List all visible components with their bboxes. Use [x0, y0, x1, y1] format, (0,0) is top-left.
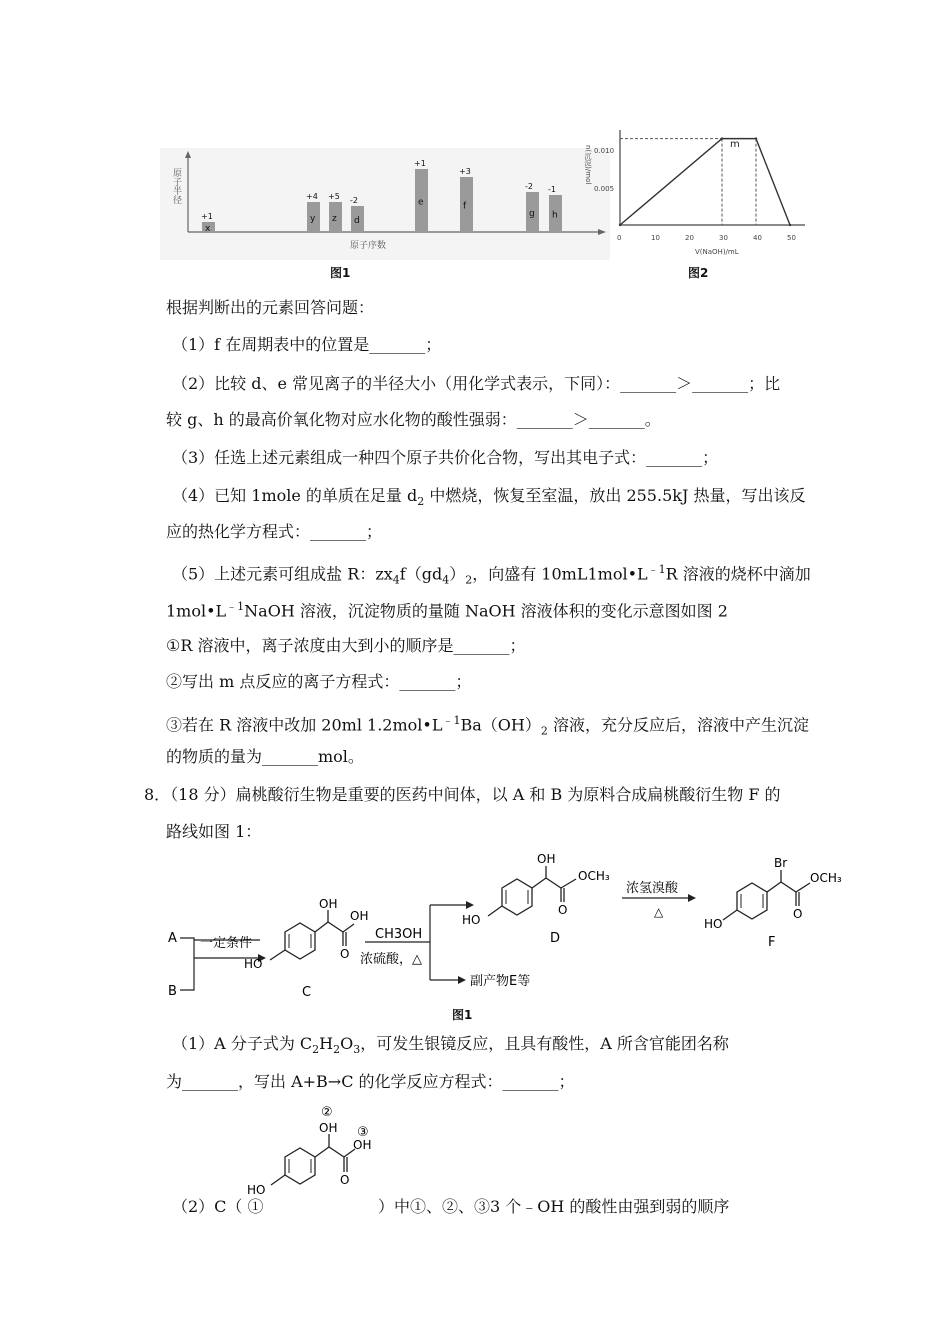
q7-part2-b: 较 g、h 的最高价氧化物对应水化物的酸性强弱：_______＞_______。 — [166, 410, 661, 429]
fig1-bar-letter-d: d — [354, 216, 360, 226]
fig2-ylabel: n(沉淀)/mol — [584, 145, 592, 185]
svg-text:HO: HO — [462, 913, 481, 927]
fig2-xtick-0: 0 — [617, 234, 622, 242]
fig1-bar-letter-g: g — [529, 209, 535, 219]
svg-text:OH: OH — [319, 1121, 338, 1135]
fig1-bar-charge-g: -2 — [525, 182, 533, 191]
fig2-ytick-0005: 0.005 — [594, 185, 615, 193]
svg-text:OH: OH — [537, 852, 556, 866]
figure-2-caption: 图2 — [688, 266, 709, 280]
fig1-bar-letter-h: h — [552, 210, 558, 221]
svg-text:OH: OH — [353, 1138, 372, 1152]
svg-text:HO: HO — [247, 1183, 266, 1197]
q8-part1-b: 为_______，写出 A+B→C 的化学反应方程式：_______； — [166, 1072, 575, 1091]
svg-text:O: O — [340, 947, 350, 961]
synthesis-scheme — [160, 850, 850, 1025]
fig2-point — [755, 137, 757, 139]
fig1-bar-letter-y: y — [310, 214, 316, 224]
fig1-bar-letter-z: z — [332, 214, 337, 224]
scheme-caption: 图1 — [452, 1008, 473, 1022]
compound-f-label: F — [768, 935, 776, 950]
label-circle-2: ② — [321, 1105, 333, 1120]
svg-text:O: O — [340, 1173, 350, 1187]
compound-d-label: D — [550, 931, 561, 946]
fig1-bar-charge-e: +1 — [414, 159, 426, 168]
q7-part2-a: （2）比较 d、e 常见离子的半径大小（用化学式表示，下同）：_______＞_______；比 — [172, 374, 781, 393]
byproduct-e: 副产物E等 — [470, 974, 531, 989]
svg-text:OH: OH — [319, 897, 338, 911]
q7-sub2: ②写出 m 点反应的离子方程式：_______； — [166, 672, 472, 691]
q7-part1: （1）f 在周期表中的位置是_______； — [172, 335, 442, 354]
fig2-peak-label: m — [730, 139, 740, 150]
reactant-b: B — [168, 984, 177, 999]
svg-text:O: O — [793, 907, 803, 921]
fig1-ylabel: 原子半径 — [171, 168, 181, 204]
compound-d — [462, 852, 610, 946]
svg-text:OCH₃: OCH₃ — [578, 869, 610, 883]
q7-part3: （3）任选上述元素组成一种四个原子共价化合物，写出其电子式：_______； — [172, 448, 719, 467]
q8-part2-left: （2）C（ ① — [172, 1197, 264, 1216]
q7-part4-b: 应的热化学方程式：_______； — [166, 522, 383, 541]
q8-heading-2: 路线如图 1： — [166, 822, 262, 841]
fig1-bar-letter-e: e — [418, 197, 424, 208]
svg-text:O: O — [558, 903, 568, 917]
fig2-ytick-0010: 0.010 — [594, 147, 615, 155]
fig2-xtick-10: 10 — [651, 234, 660, 242]
q8-heading: 8．（18 分）扁桃酸衍生物是重要的医药中间体，以 A 和 B 为原料合成扁桃酸衍生物 F 的 — [144, 785, 781, 804]
reactant-a: A — [168, 931, 177, 946]
catalyst-h2so4: 浓硫酸，△ — [360, 952, 422, 967]
fig2-xtick-50: 50 — [787, 234, 796, 242]
q8-part1-a: （1）A 分子式为 $C_2H_2O_3$，可发生银镜反应，且具有酸性，A 所含官能团名称 — [172, 1034, 729, 1057]
fig2-xtick-30: 30 — [719, 234, 728, 242]
fig2-point — [789, 224, 791, 226]
svg-text:HO: HO — [704, 917, 723, 931]
fig2-xtick-20: 20 — [685, 234, 694, 242]
fig1-bar-charge-d: -2 — [350, 196, 358, 205]
label-circle-3: ③ — [357, 1125, 369, 1140]
svg-text:OCH₃: OCH₃ — [810, 871, 842, 885]
fig2-xlabel: V(NaOH)/mL — [695, 248, 739, 256]
q7-part5-b: $1mol•L^{﹣1}NaOH$ 溶液，沉淀物质的量随 NaOH 溶液体积的变化示意图如图 2 — [166, 600, 728, 621]
fig1-bar-charge-z: +5 — [328, 192, 340, 201]
fig2-point — [721, 137, 723, 139]
reagent-ch3oh: CH3OH — [375, 927, 423, 942]
q8-part2-right: ）中①、②、③3 个﹣OH 的酸性由强到弱的顺序 — [378, 1197, 730, 1216]
fig1-bar-charge-f: +3 — [459, 167, 471, 176]
q7-sub3-b: 的物质的量为_______mol。 — [166, 747, 364, 766]
fig2-point — [619, 224, 621, 226]
heat-symbol: △ — [654, 905, 664, 919]
q7-part4-a: （4）已知 1mole 的单质在足量 $d_2$ 中燃烧，恢复至室温，放出 255.5kJ 热量，写出该反 — [172, 486, 806, 509]
fig1-bar-f — [460, 177, 473, 232]
figure-2-chart — [580, 125, 830, 260]
fig1-bar-charge-h: -1 — [548, 185, 556, 194]
svg-text:HO: HO — [244, 957, 263, 971]
fig1-xlabel: 原子序数 — [350, 241, 387, 251]
fig1-bar-charge-x: +1 — [201, 212, 213, 221]
fig1-bar-letter-f: f — [463, 201, 467, 212]
figure-1-chart — [160, 148, 610, 260]
fig1-bar-letter-x: x — [205, 224, 211, 234]
figure-1-caption: 图1 — [330, 266, 351, 280]
q7-part5-a: （5）上述元素可组成盐 R：$zx_4f(gd_4)_2$，向盛有 $10mL1mol•L^{﹣1}R$ 溶液的烧杯中滴加 — [172, 563, 811, 587]
condition-1: 一定条件 — [200, 936, 253, 951]
q7-sub1: ①R 溶液中，离子浓度由大到小的顺序是_______； — [166, 636, 526, 655]
q7-sub3-a: ③若在 R 溶液中改加 20ml $1.2mol•L^{﹣1}Ba(OH)_2$ 溶液，充分反应后，溶液中产生沉淀 — [166, 714, 809, 738]
compound-c-numbered — [245, 1102, 395, 1202]
compound-f — [704, 856, 842, 950]
q7-intro: 根据判断出的元素回答问题： — [166, 298, 375, 317]
fig2-xtick-40: 40 — [753, 234, 762, 242]
svg-text:Br: Br — [774, 856, 788, 870]
svg-text:OH: OH — [350, 909, 369, 923]
reagent-hbr: 浓氢溴酸 — [626, 881, 679, 896]
fig1-bar-charge-y: +4 — [306, 192, 318, 201]
compound-c — [244, 897, 368, 1000]
compound-c-label: C — [302, 985, 312, 1000]
fig2-series-line — [620, 139, 790, 225]
